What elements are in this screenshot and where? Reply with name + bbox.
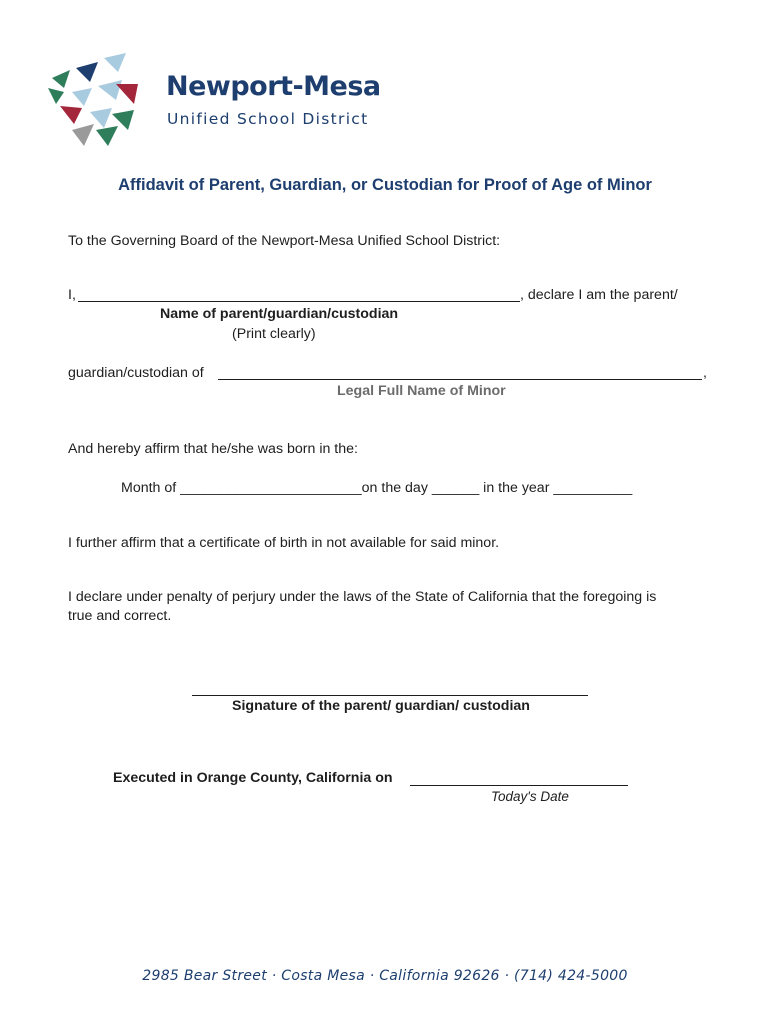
perjury-statement-line2: true and correct. xyxy=(68,608,172,624)
logo-pennant xyxy=(72,88,92,106)
month-blank[interactable]: _______________________ xyxy=(180,480,362,496)
logo-pennant xyxy=(96,126,118,146)
logo-pennant xyxy=(52,70,70,88)
logo-pennant xyxy=(104,53,126,72)
birth-date-fields xyxy=(121,480,632,496)
line1-prefix: I, xyxy=(68,287,76,303)
logo-pennant xyxy=(72,124,94,146)
document-title: Affidavit of Parent, Guardian, or Custodian for Proof of Age of Minor xyxy=(118,176,652,194)
perjury-statement-line1: I declare under penalty of perjury under the laws of the State of California that the foregoing is xyxy=(68,589,657,605)
minor-name-caption: Legal Full Name of Minor xyxy=(337,383,506,399)
todays-date-line[interactable] xyxy=(410,770,628,786)
month-label: Month of xyxy=(121,480,177,496)
org-subtitle: Unified School District xyxy=(167,110,369,128)
year-blank[interactable]: __________ xyxy=(553,480,633,496)
print-clearly-note: (Print clearly) xyxy=(232,326,316,342)
logo-pennant xyxy=(76,62,98,82)
signature-caption: Signature of the parent/ guardian/ custodian xyxy=(232,698,530,714)
logo-pennant xyxy=(48,88,64,104)
parent-name-line[interactable] xyxy=(78,286,520,302)
district-logo-icon xyxy=(46,48,154,152)
footer-address: 2985 Bear Street · Costa Mesa · California 92626 · (714) 424-5000 xyxy=(142,968,628,984)
logo-pennant xyxy=(60,106,82,124)
day-label: on the day xyxy=(361,480,428,496)
signature-line[interactable] xyxy=(192,681,588,696)
logo-pennant xyxy=(116,84,138,104)
org-name: Newport-Mesa xyxy=(166,71,381,102)
line1-suffix: , declare I am the parent/ xyxy=(520,287,678,303)
minor-name-line[interactable] xyxy=(218,364,702,380)
executed-label: Executed in Orange County, California on xyxy=(113,770,393,786)
todays-date-caption: Today's Date xyxy=(491,789,569,804)
certificate-statement: I further affirm that a certificate of birth in not available for said minor. xyxy=(68,535,500,551)
year-label: in the year xyxy=(483,480,550,496)
line2-prefix: guardian/custodian of xyxy=(68,365,204,381)
logo-pennant xyxy=(98,80,122,100)
born-affirmation: And hereby affirm that he/she was born in the: xyxy=(68,441,358,457)
parent-name-caption: Name of parent/guardian/custodian xyxy=(160,306,399,322)
day-blank[interactable]: ______ xyxy=(431,480,480,496)
salutation: To the Governing Board of the Newport-Mesa Unified School District: xyxy=(68,233,501,249)
line2-suffix: , xyxy=(703,365,707,381)
